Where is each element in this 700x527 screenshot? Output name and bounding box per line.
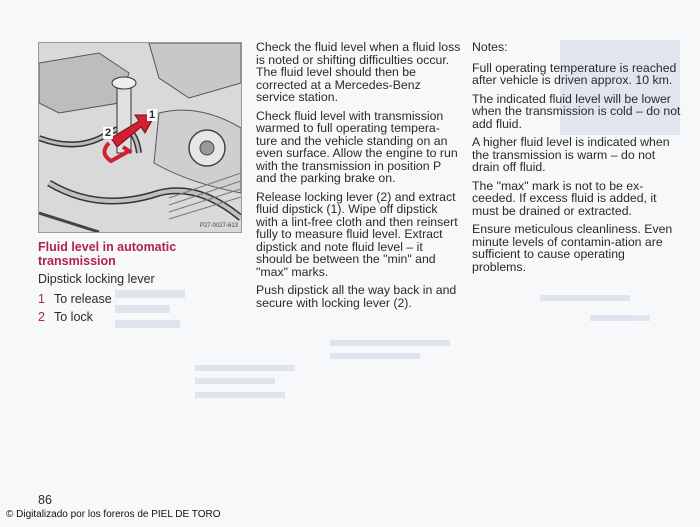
transmission-diagram bbox=[38, 42, 242, 233]
legend-number: 1 bbox=[38, 292, 45, 306]
notes-title: Notes: bbox=[472, 40, 508, 54]
legend-item bbox=[38, 308, 112, 326]
instructions-column bbox=[256, 41, 461, 315]
note: Ensure meticulous cleanliness. Even minute levels of contamin-ation are sufficient to cause operating problems. bbox=[472, 222, 673, 274]
legend bbox=[38, 290, 112, 326]
figure-code: P27-0027-613 bbox=[199, 223, 238, 229]
subheading: Dipstick locking lever bbox=[38, 272, 155, 286]
note: A higher fluid level is indicated when the transmission is warm – do not drain off fluid. bbox=[472, 135, 670, 174]
legend-label: To lock bbox=[54, 310, 93, 324]
note: The "max" mark is not to be ex-ceeded. If excess fluid is added, it must be drained or extracted. bbox=[472, 178, 657, 218]
page-number: 86 bbox=[38, 493, 52, 507]
note: The indicated fluid level will be lower when the transmission is cold – do not add fluid. bbox=[472, 91, 681, 131]
callout-2: 2 bbox=[105, 127, 112, 139]
legend-number: 2 bbox=[38, 310, 45, 324]
section-heading: Fluid level in automatic transmission bbox=[38, 240, 177, 268]
legend-label: To release bbox=[54, 292, 112, 306]
legend-item bbox=[38, 290, 112, 308]
paragraph: Check fluid level with transmission warmed to full operating tempera-ture and the vehicle standing on an even surface. Allow the engine to run with the transmission in position P and the parking brake on. bbox=[256, 108, 458, 185]
paragraph: Push dipstick all the way back in and secure with locking lever (2). bbox=[256, 283, 457, 310]
callout-1: 1 bbox=[149, 109, 156, 121]
paragraph: Check the fluid level when a fluid loss is noted or shifting difficulties occur. The fluid level should then be corrected at a Mercedes-Benz service station. bbox=[256, 40, 461, 104]
note: Full operating temperature is reached after vehicle is driven approx. 10 km. bbox=[472, 60, 677, 87]
paragraph: Release locking lever (2) and extract fluid dipstick (1). Wipe off dipstick with a lint-free cloth and then reinsert fully to measure fluid level. Extract dipstick and note fluid level – it should be between the "min" and "max" marks. bbox=[256, 189, 458, 279]
scan-credit: © Digitalizado por los foreros de PIEL DE TORO bbox=[6, 509, 221, 520]
notes-column bbox=[472, 41, 682, 279]
